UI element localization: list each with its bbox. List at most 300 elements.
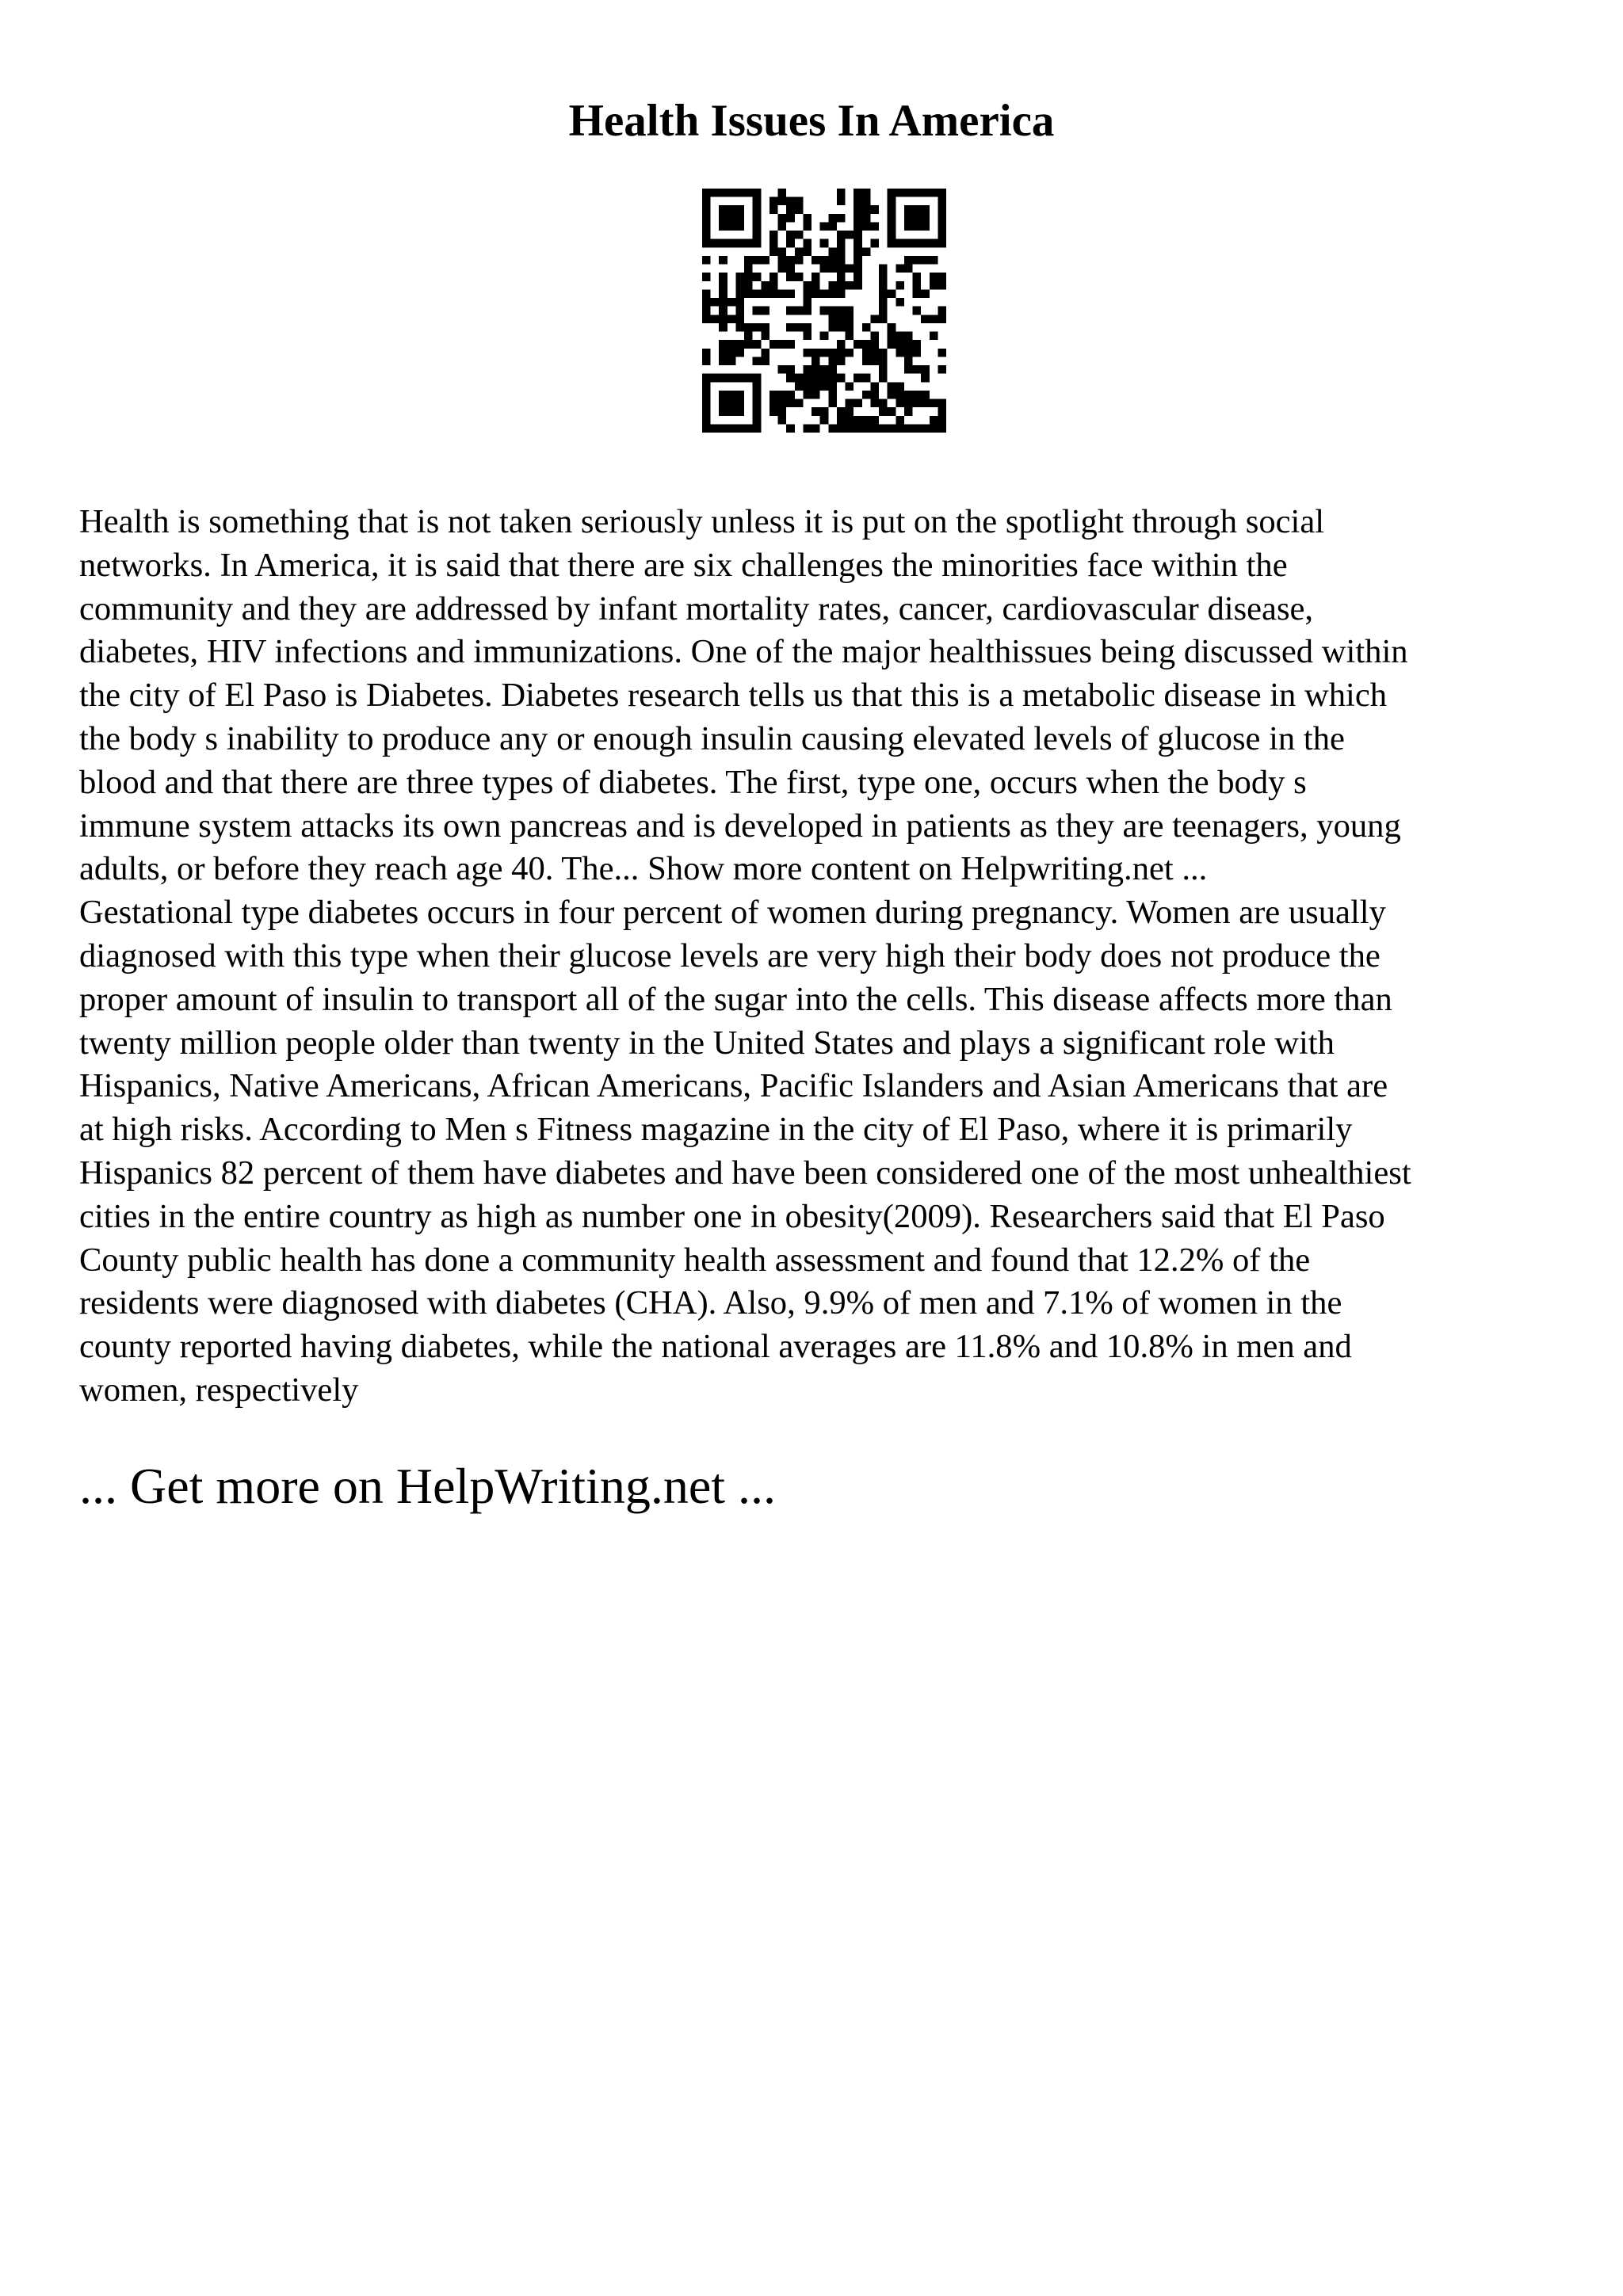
qr-finder-edge [702,424,761,433]
qr-module [888,391,896,399]
qr-module [862,222,871,231]
qr-module [828,374,837,383]
qr-module [812,382,820,391]
qr-module [803,374,812,383]
qr-module [921,289,930,298]
qr-module [719,256,727,265]
qr-module [769,231,778,239]
qr-module [744,323,753,332]
qr-module [702,349,711,357]
qr-module [820,332,829,341]
qr-module [904,391,913,399]
get-more-link[interactable]: ... Get more on HelpWriting.net ... [79,1458,776,1514]
qr-module [904,365,913,374]
qr-module [753,323,762,332]
qr-module [744,332,753,341]
qr-module [778,365,787,374]
qr-module [803,349,812,357]
qr-module [837,407,846,416]
qr-finder-edge [702,189,761,197]
qr-module [870,382,879,391]
qr-finder-edge [702,239,761,248]
qr-module [820,239,829,248]
qr-module [837,416,846,425]
qr-module [769,340,778,349]
qr-module [828,315,837,323]
qr-module [938,307,946,315]
qr-module [786,214,795,223]
qr-module [727,315,736,323]
qr-module [828,281,837,290]
qr-module [803,247,812,256]
qr-module [769,205,778,214]
qr-module [846,265,854,273]
qr-module [862,424,871,433]
qr-module [854,374,862,383]
qr-module [879,399,888,408]
qr-module [820,222,829,231]
qr-module [803,239,812,248]
qr-module [921,391,930,399]
qr-module [735,315,744,323]
qr-module [879,298,888,307]
qr-module [837,281,846,290]
qr-module [837,374,846,383]
qr-module [854,231,862,239]
qr-module [888,340,896,349]
qr-module [921,374,930,383]
qr-module [786,307,795,315]
qr-module [761,323,769,332]
qr-module [753,273,762,281]
qr-module [862,323,871,332]
qr-module [938,349,946,357]
qr-module [761,332,769,341]
qr-module [862,374,871,383]
qr-module [803,365,812,374]
qr-module [896,391,904,399]
qr-module [744,265,753,273]
qr-module [870,340,879,349]
qr-module [719,273,727,281]
qr-module [761,281,769,290]
qr-module [735,340,744,349]
qr-module [888,323,896,332]
qr-module [753,307,762,315]
qr-module [846,382,854,391]
qr-module [795,197,804,206]
qr-module [778,247,787,256]
qr-module [854,222,862,231]
qr-module [896,382,904,391]
qr-module [938,315,946,323]
qr-module [820,374,829,383]
qr-module [879,307,888,315]
qr-module [913,307,922,315]
qr-module [778,416,787,425]
qr-module [879,289,888,298]
qr-module [854,256,862,265]
qr-module [820,416,829,425]
qr-module [854,189,862,197]
qr-module [913,273,922,281]
qr-finder-edge [888,189,946,197]
qr-module [769,289,778,298]
qr-module [846,231,854,239]
qr-finder-edge [938,189,946,247]
qr-module [904,407,913,416]
qr-module [913,281,922,290]
qr-module [803,222,812,231]
qr-module [913,424,922,433]
qr-module [854,416,862,425]
qr-module [930,416,938,425]
qr-module [744,340,753,349]
qr-module [870,205,879,214]
qr-module [837,289,846,298]
qr-module [837,307,846,315]
qr-module [803,298,812,307]
qr-module [769,399,778,408]
qr-module [778,197,787,206]
qr-module [778,407,787,416]
qr-module [744,273,753,281]
qr-module [921,365,930,374]
qr-module [913,349,922,357]
qr-module [870,349,879,357]
body-text: Health is something that is not taken seriously unless it is put on the spotlight through social networks. In America, it is said that there are six challenges the minorities face within the community and they are addressed by infant mortality rates, cancer, cardiovascular disease, diabetes, HIV infections and immunizations. One of the major healthissues being discussed within the city of El Paso is Diabetes. Diabetes research tells us that this is a metabolic disease in which the body s inability to produce any or enough insulin causing elevated levels of glucose in the blood and that there are three types of diabetes. The first, type one, occurs when the body s immune system attacks its own pancreas and is developed in patients as they are teenagers, young adults, or before they reach age 40. The... Show more content on Helpwriting.net ... Gestational type diabetes occurs in four percent of women during pregnancy. Women are usually diagnosed with this type when their glucose levels are very high their body does not produce the proper amount of insulin to transport all of the sugar into the cells. This disease affects more than twenty million people older than twenty in the United States and plays a significant role with Hispanics, Native Americans, African Americans, Pacific Islanders and Asian Americans that are at high risks. According to Men s Fitness magazine in the city of El Paso, where it is primarily Hispanics 82 percent of them have diabetes and have been considered one of the most unhealthiest cities in the entire country as high as number one in obesity(2009). Researchers said that El Paso County public health has done a community health assessment and found that 12.2% of the residents were diagnosed with diabetes (CHA). Also, 9.9% of men and 7.1% of women in the county reported having diabetes, while the national averages are 11.8% and 10.8% in men and women, respectively [79,503,1411,1409]
qr-finder-center [719,205,744,231]
qr-finder-edge [888,189,896,247]
qr-module [820,256,829,265]
qr-module [812,289,820,298]
qr-module [888,407,896,416]
qr-module [921,424,930,433]
qr-finder-edge [702,374,761,383]
qr-module [870,399,879,408]
qr-module [879,407,888,416]
qr-module [879,265,888,273]
qr-module [854,205,862,214]
qr-module [735,307,744,315]
qr-module [870,239,879,248]
qr-module [837,197,846,206]
qr-module [904,332,913,341]
qr-module [854,424,862,433]
qr-module [879,281,888,290]
qr-module [769,239,778,248]
qr-module [896,281,904,290]
qr-module [795,231,804,239]
qr-module [888,424,896,433]
qr-module [828,247,837,256]
qr-finder-edge [753,374,762,433]
qr-module [795,323,804,332]
qr-module [862,189,871,197]
qr-module [753,340,762,349]
qr-module [837,265,846,273]
qr-module [820,289,829,298]
qr-module [930,315,938,323]
qr-module [786,197,795,206]
qr-module [896,399,904,408]
qr-module [702,298,711,307]
qr-module [702,273,711,281]
qr-module [837,214,846,223]
qr-module [846,315,854,323]
qr-module [921,399,930,408]
qr-module [778,289,787,298]
qr-module [769,273,778,281]
qr-module [938,281,946,290]
qr-module [803,391,812,399]
qr-module [837,323,846,332]
qr-module [904,349,913,357]
qr-module [820,349,829,357]
qr-module [862,247,871,256]
qr-module [719,349,727,357]
qr-module [719,323,727,332]
qr-module [786,391,795,399]
qr-module [735,349,744,357]
qr-module [862,214,871,223]
qr-module [795,399,804,408]
qr-module [820,307,829,315]
qr-module [786,231,795,239]
qr-module [879,365,888,374]
qr-module [702,256,711,265]
qr-module [870,424,879,433]
qr-module [786,265,795,273]
qr-module [896,332,904,341]
qr-module [837,349,846,357]
qr-module [837,247,846,256]
qr-module [761,357,769,365]
qr-module [786,273,795,281]
qr-module [812,281,820,290]
qr-module [803,281,812,290]
qr-module [930,256,938,265]
qr-module [761,349,769,357]
qr-module [820,365,829,374]
qr-module [862,349,871,357]
qr-module [879,357,888,365]
qr-module [820,382,829,391]
qr-module [828,323,837,332]
qr-module [913,289,922,298]
qr-module [828,382,837,391]
qr-module [879,315,888,323]
qr-module [879,273,888,281]
qr-module [778,214,787,223]
qr-module [862,357,871,365]
qr-module [795,247,804,256]
qr-module [938,407,946,416]
qr-module [904,256,913,265]
qr-module [795,307,804,315]
qr-module [753,289,762,298]
qr-module [778,265,787,273]
qr-module [727,349,736,357]
qr-module [870,315,879,323]
qr-module [719,307,727,315]
qr-module [904,424,913,433]
qr-module [904,340,913,349]
qr-module [837,273,846,281]
qr-module [913,365,922,374]
qr-module [820,265,829,273]
qr-module [930,281,938,290]
qr-module [812,365,820,374]
qr-module [828,391,837,399]
qr-module [761,307,769,315]
qr-module [753,357,762,365]
qr-finder-center [904,205,930,231]
qr-finder-edge [753,189,762,247]
qr-module [888,289,896,298]
qr-module [862,340,871,349]
qr-module [896,340,904,349]
qr-module [921,256,930,265]
qr-module [904,357,913,365]
qr-module [702,307,711,315]
qr-module [846,332,854,341]
qr-module [786,289,795,298]
qr-module [828,222,837,231]
qr-module [837,189,846,197]
qr-module [735,281,744,290]
qr-module [702,289,711,298]
qr-module [795,374,804,383]
qr-module [846,349,854,357]
qr-module [769,391,778,399]
qr-module [921,315,930,323]
qr-module [812,349,820,357]
qr-module [930,424,938,433]
qr-module [803,382,812,391]
qr-module [786,256,795,265]
qr-module [904,399,913,408]
qr-module [879,374,888,383]
qr-module [870,222,879,231]
qr-module [896,298,904,307]
qr-module [786,374,795,383]
qr-module [719,340,727,349]
qr-module [812,357,820,365]
qr-module [913,391,922,399]
qr-module [854,197,862,206]
qr-module [846,407,854,416]
qr-module [828,289,837,298]
qr-module [862,416,871,425]
qr-module [812,374,820,383]
qr-module [938,399,946,408]
qr-module [896,349,904,357]
qr-module [828,265,837,273]
qr-module [795,256,804,265]
qr-module [735,298,744,307]
qr-module [786,205,795,214]
qr-module [761,289,769,298]
qr-module [769,247,778,256]
qr-module [888,382,896,391]
qr-module [795,273,804,281]
qr-module [870,332,879,341]
qr-module [913,340,922,349]
qr-module [761,256,769,265]
qr-module [870,416,879,425]
qr-module [803,424,812,433]
qr-module [769,197,778,206]
qr-module [727,298,736,307]
qr-module [735,323,744,332]
qr-module [862,205,871,214]
qr-module [711,315,720,323]
qr-finder-edge [702,189,711,247]
qr-module [719,315,727,323]
qr-module [854,239,862,248]
qr-module [837,340,846,349]
qr-module [828,214,837,223]
qr-module [795,382,804,391]
qr-module [837,315,846,323]
qr-module [719,289,727,298]
qr-module [896,416,904,425]
qr-module [803,289,812,298]
qr-module [735,273,744,281]
qr-module [854,247,862,256]
qr-module [828,307,837,315]
qr-module [778,340,787,349]
qr-module [803,332,812,341]
qr-module [862,197,871,206]
qr-module [803,214,812,223]
qr-module [727,340,736,349]
qr-module [786,239,795,248]
qr-module [828,365,837,374]
qr-module [879,349,888,357]
qr-finder-edge [702,374,711,433]
qr-module [870,357,879,365]
qr-module [778,256,787,265]
qr-module [812,256,820,265]
qr-module [854,399,862,408]
qr-module [888,332,896,341]
qr-module [828,349,837,357]
qr-module [837,357,846,365]
qr-module [786,323,795,332]
qr-module [837,239,846,248]
qr-module [896,265,904,273]
qr-module [778,391,787,399]
qr-module [938,416,946,425]
qr-module [846,281,854,290]
qr-module [778,222,787,231]
qr-module [846,307,854,315]
qr-module [786,365,795,374]
qr-module [744,256,753,265]
qr-module [735,289,744,298]
qr-finder-edge [888,239,946,248]
qr-module [744,281,753,290]
qr-module [786,399,795,408]
qr-module [938,424,946,433]
qr-module [904,265,913,273]
qr-module [778,189,787,197]
qr-code-icon [702,189,946,433]
page-title: Health Issues In America [568,96,1055,146]
qr-module [837,256,846,265]
